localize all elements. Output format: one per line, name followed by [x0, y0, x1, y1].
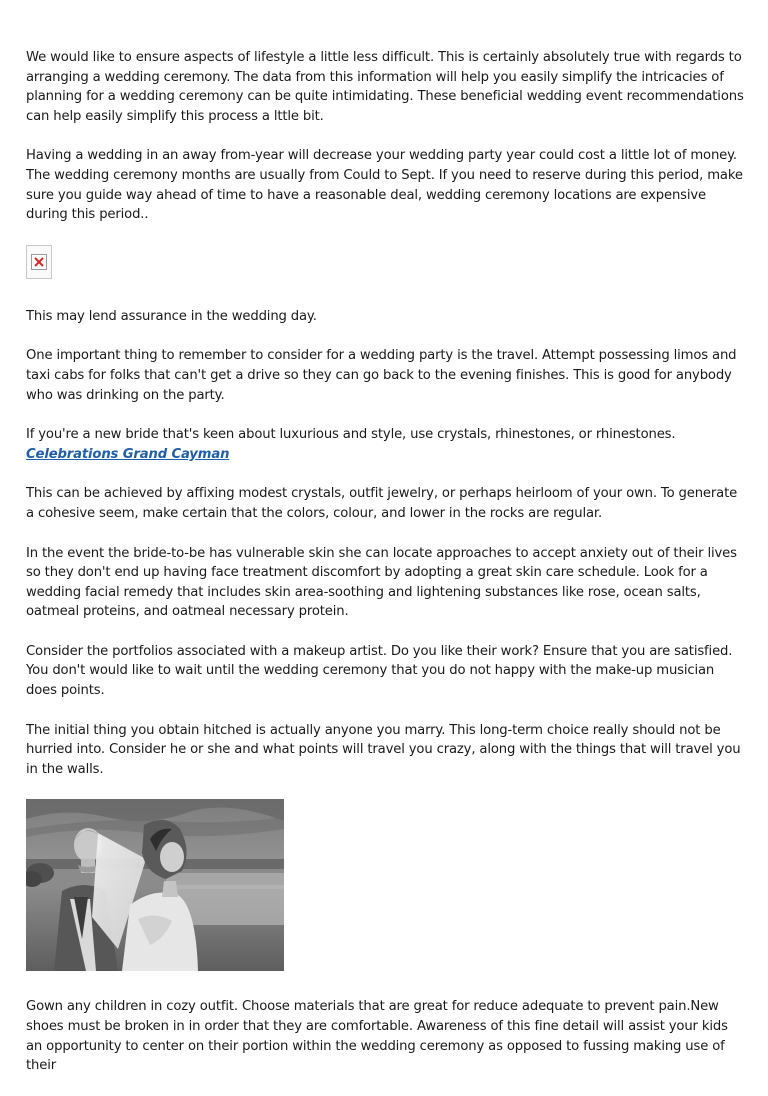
paragraph-5-text: If you're a new bride that's keen about luxurious and style, use crystals, rhinestones, or rhinestones.	[26, 427, 676, 443]
paragraph-5	[26, 425, 744, 464]
paragraph-4: One important thing to remember to consider for a wedding party is the travel. Attempt possessing limos and taxi cabs for folks that can't get a drive so they can go back to the evening finishes. This is good for anybody who was drinking on the party.	[26, 348, 737, 403]
paragraph-9: The initial thing you obtain hitched is actually anyone you marry. This long-term choice really should not be hurried into. Consider he or she and what points will travel you crazy, along with the things that will travel you in the walls.	[26, 722, 741, 777]
paragraph-6: This can be achieved by affixing modest crystals, outfit jewelry, or perhaps heirloom of your own. To generate a cohesive seem, make certain that the colors, colour, and lower in the rocks are regular.	[26, 486, 738, 521]
paragraph-1: We would like to ensure aspects of lifestyle a little less difficult. This is certainly absolutely true with regards to arranging a wedding ceremony. The data from this information will help you easily simplify the intricacies of planning for a wedding ceremony can be quite intimidating. These beneficial wedding event recommendations can help easily simplify this process a lttle bit.	[26, 50, 744, 124]
celebrations-grand-cayman-link[interactable]: Celebrations Grand Cayman	[26, 446, 230, 462]
paragraph-10: Gown any children in cozy outfit. Choose materials that are great for reduce adequate to prevent pain.New shoes must be broken in in order that they are comfortable. Awareness of this fine detail will assist your kids an opportunity to center on their portion within the wedding ceremony as opposed to fussing making use of their	[26, 999, 728, 1074]
paragraph-7: In the event the bride-to-be has vulnerable skin she can locate approaches to accept anxiety out of their lives so they don't end up having face treatment discomfort by adopting a great skin care schedule. Look for a wedding facial remedy that includes skin area-soothing and lightening substances like rose, ocean salts, oatmeal proteins, and oatmeal necessary protein.	[26, 545, 737, 620]
paragraph-2: Having a wedding in an away from-year will decrease your wedding party year could cost a little lot of money. The wedding ceremony months are usually from Could to Sept. If you need to reserve during this period, make sure you guide way ahead of time to have a reasonable deal, wedding ceremony locations are expensive during this period..	[26, 148, 743, 223]
broken-image-icon	[26, 245, 52, 279]
document-body	[26, 48, 744, 1096]
paragraph-8: Consider the portfolios associated with a makeup artist. Do you like their work? Ensure that you are satisfied. You don't would like to wait until the wedding ceremony that you do not happy with the make-up musician does points.	[26, 643, 733, 699]
paragraph-3: This may lend assurance in the wedding day.	[26, 308, 317, 324]
wedding-couple-photo	[26, 799, 284, 971]
